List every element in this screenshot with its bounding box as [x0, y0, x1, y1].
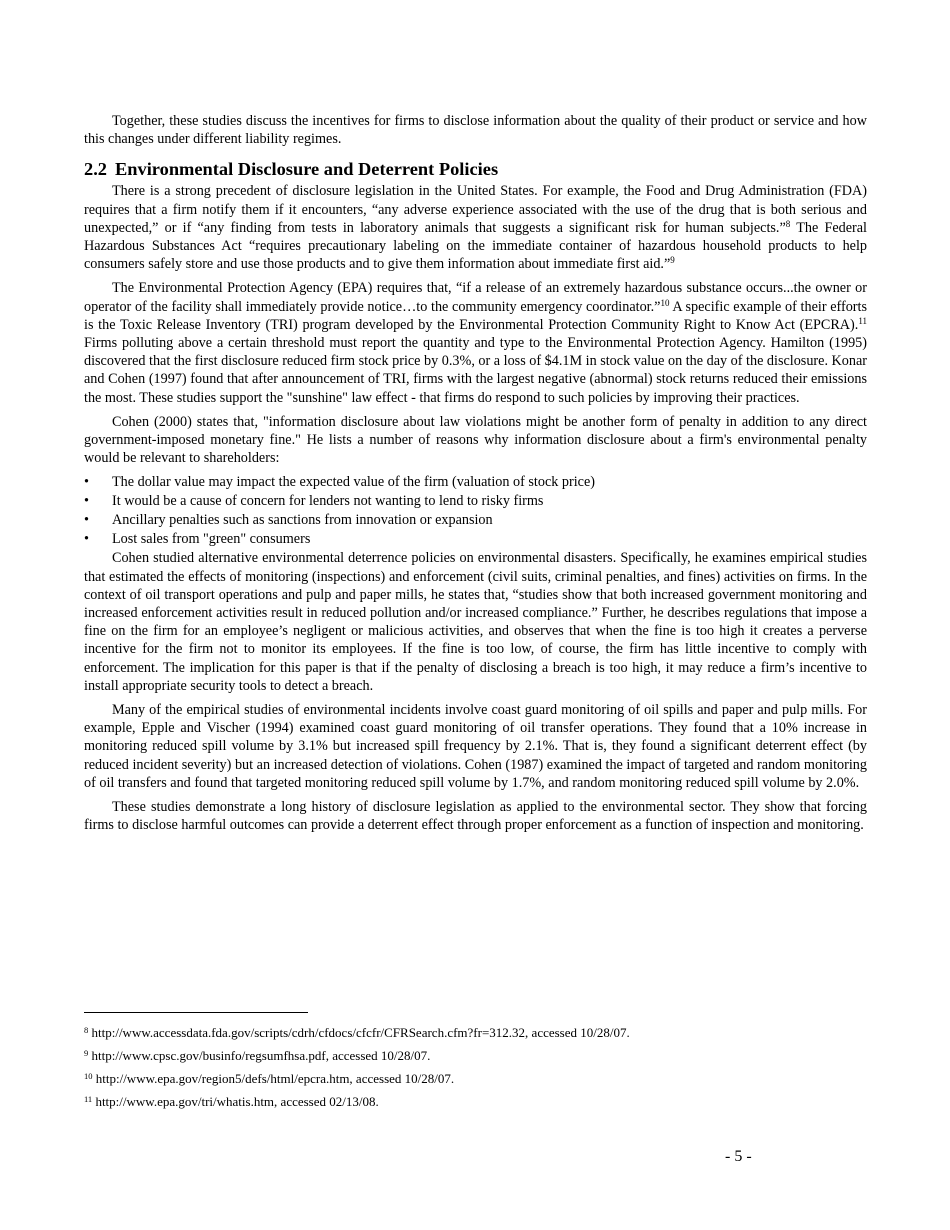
page-body [84, 112, 867, 835]
list-item-text: It would be a cause of concern for lenders not wanting to lend to risky firms [112, 493, 544, 510]
footnote-divider [84, 1012, 308, 1013]
bullet-icon: • [84, 531, 89, 548]
footnotes [84, 1025, 867, 1117]
bullet-icon: • [84, 474, 89, 491]
footnote-number: 9 [84, 1048, 89, 1058]
footnote-text: http://www.cpsc.gov/businfo/regsumfhsa.pdf, accessed 10/28/07. [91, 1048, 431, 1063]
list-item [84, 511, 867, 530]
paragraph-text: A specific example of their efforts is the Toxic Release Inventory (TRI) program developed by the Environmental Protection Community Right to Know Act (EPCRA). [84, 298, 867, 333]
paragraph-text: Firms polluting above a certain threshold must report the quantity and type to the Environmental Protection Agency. Hamilton (1995) discovered that the first disclosure reduced firm stock price by 0.3%, or a loss of $4.1M in stock value on the day of the disclosure. Konar and Cohen (1997) found that after announcement of TRI, firms with the largest negative (abnormal) stock returns reduced their emissions the most. These studies support the "sunshine" law effect - that firms do respond to such policies by improving their practices. [84, 335, 867, 406]
footnote-text: http://www.epa.gov/tri/whatis.htm, accessed 02/13/08. [95, 1094, 379, 1109]
footnote-ref: 8 [785, 218, 791, 229]
page-number: - 5 - [725, 1148, 752, 1165]
list-item [84, 492, 867, 511]
footnote [84, 1025, 867, 1041]
footnote-ref: 10 [660, 297, 670, 308]
section-title: Environmental Disclosure and Deterrent Policies [115, 159, 499, 180]
paragraph-empirical-studies: Many of the empirical studies of environmental incidents involve coast guard monitoring of oil spills and paper and pulp mills. For example, Epple and Vischer (1994) examined coast guard monitoring of oil transfer operations. They found that a 10% increase in monitoring reduced spill volume by 3.1% but increased spill frequency by 2.1%. That is, they found a significant deterrent effect (by reduced incident severity) but an increased detection of violations. Cohen (1987) examined the impact of targeted and random monitoring of oil transfers and found that targeted monitoring reduced spill volume by 1.7%, and random monitoring reduced spill volume by 2.0%. [84, 702, 867, 791]
paragraph-text: The Environmental Protection Agency (EPA) requires that, “if a release of an extremely hazardous substance occurs...the owner or operator of the facility shall immediately provide notice…to the community emergency coordinator.” [84, 280, 867, 315]
footnote [84, 1071, 867, 1087]
paragraph-fda [84, 182, 867, 273]
footnote-ref: 11 [858, 315, 867, 326]
paragraph-cohen-2000: Cohen (2000) states that, "information disclosure about law violations might be another form of penalty in addition to any direct government-imposed monetary fine." He lists a number of reasons why information disclosure about a firm's environmental penalty would be relevant to shareholders: [84, 413, 867, 467]
footnote-number: 10 [84, 1071, 93, 1081]
paragraph-epa [84, 279, 867, 406]
paragraph-deterrence: Cohen studied alternative environmental deterrence policies on environmental disasters. Specifically, he examines empirical studies that estimated the effects of monitoring (inspections) and enforcement (civil suits, criminal penalties, and fines) activities on firms. In the context of oil transport operations and pulp and paper mills, he states that, “studies show that both increased government monitoring and increased enforcement activities result in reduced pollution and/or increased compliance.” Further, he describes regulations that impose a fine on the firm for an employee’s negligent or malicious activities, and observes that when the fine is too high it creates a perverse incentive for the firm not to monitor its employees. If the fine is too low, of course, the firm has little incentive to comply with enforcement. The implication for this paper is that if the penalty of disclosing a breach is too high, it may reduce a firm’s incentive to install appropriate security tools to detect a breach. [84, 550, 867, 694]
footnote-number: 11 [84, 1094, 93, 1104]
paragraph-text: The Federal Hazardous Substances Act “requires precautionary labeling on the immediate container of hazardous household products to help consumers safely store and use those products and to give them information about immediate first aid.” [84, 219, 867, 273]
footnote-text: http://www.epa.gov/region5/defs/html/epcra.htm, accessed 10/28/07. [95, 1071, 455, 1086]
bullet-icon: • [84, 512, 89, 529]
bullet-icon: • [84, 493, 89, 510]
paragraph-text: There is a strong precedent of disclosure legislation in the United States. For example, the Food and Drug Administration (FDA) requires that a firm notify them if it encounters, “any adverse experience associated with the use of the drug that is both serious and unexpected,” or if “any finding from tests in laboratory animals that suggests a significant risk for human subjects.” [84, 183, 867, 236]
list-item-text: Lost sales from "green" consumers [112, 531, 311, 548]
section-heading [84, 158, 867, 180]
list-item-text: Ancillary penalties such as sanctions from innovation or expansion [112, 512, 493, 529]
footnote [84, 1048, 867, 1064]
list-item-text: The dollar value may impact the expected value of the firm (valuation of stock price) [112, 474, 595, 491]
intro-paragraph: Together, these studies discuss the incentives for firms to disclose information about the quality of their product or service and how this changes under different liability regimes. [84, 113, 867, 148]
reasons-list [84, 473, 867, 549]
list-item [84, 530, 867, 549]
footnote-ref: 9 [670, 255, 675, 266]
footnote-number: 8 [84, 1025, 89, 1035]
footnote [84, 1094, 867, 1110]
paragraph-conclusion: These studies demonstrate a long history of disclosure legislation as applied to the environmental sector. They show that forcing firms to disclose harmful outcomes can provide a deterrent effect through proper enforcement as a function of inspection and monitoring. [84, 799, 867, 834]
section-number: 2.2 [84, 159, 107, 180]
list-item [84, 473, 867, 492]
footnote-text: http://www.accessdata.fda.gov/scripts/cdrh/cfdocs/cfcfr/CFRSearch.cfm?fr=312.32, accessed 10/28/07. [91, 1025, 630, 1040]
